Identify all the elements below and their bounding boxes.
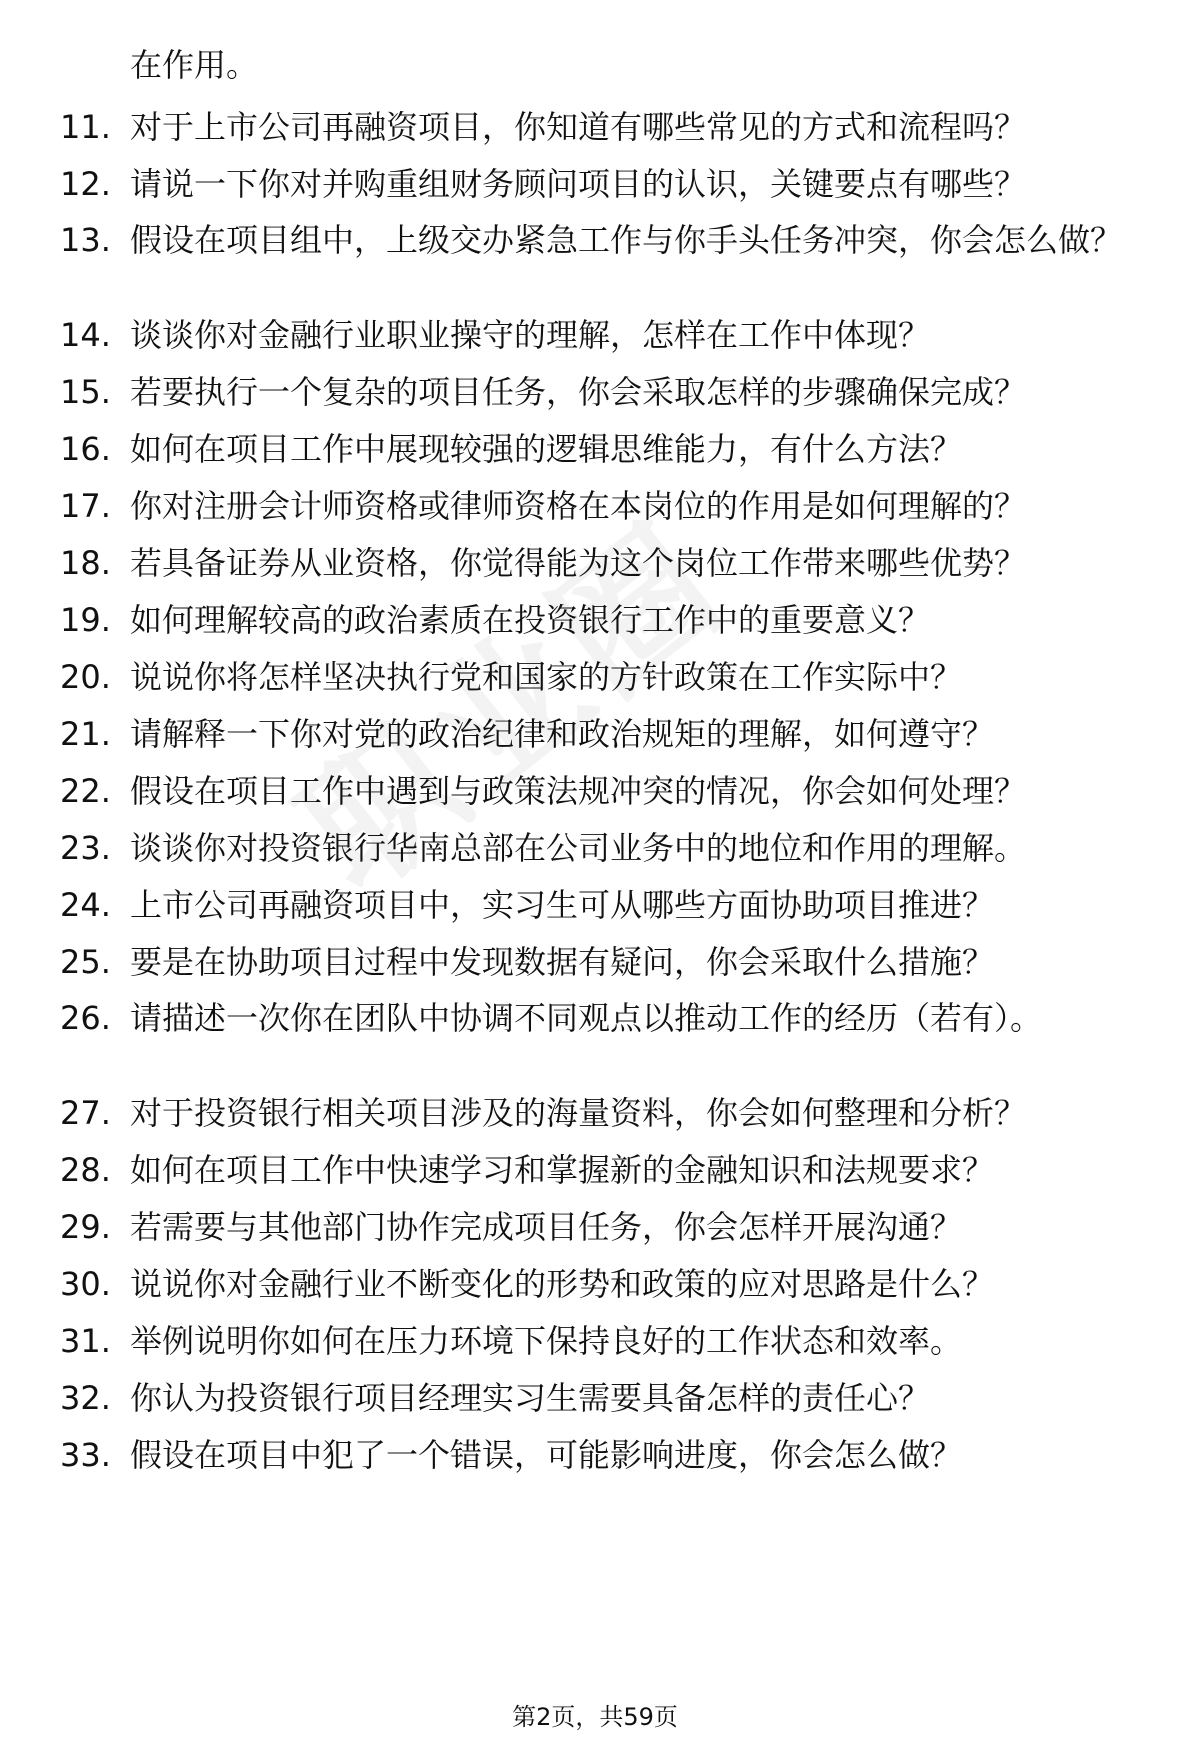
item-number: 24. — [60, 886, 111, 924]
item-number: 30. — [60, 1265, 111, 1303]
item-number: 13. — [60, 221, 111, 259]
item-number: 26. — [60, 999, 111, 1037]
item-text: 假设在项目中犯了一个错误，可能影响进度，你会怎么做？ — [130, 1436, 963, 1474]
item-text: 说说你对金融行业不断变化的形势和政策的应对思路是什么？ — [130, 1265, 995, 1303]
item-number: 31. — [60, 1322, 111, 1360]
continuation-text: 在作用。 — [130, 46, 259, 84]
item-number: 15. — [60, 373, 111, 411]
item-number: 16. — [60, 430, 111, 468]
item-text: 假设在项目组中，上级交办紧急工作与你手头任务冲突，你会怎么做？ — [130, 221, 1123, 259]
item-text: 上市公司再融资项目中，实习生可从哪些方面协助项目推进？ — [130, 886, 995, 924]
item-text: 要是在协助项目过程中发现数据有疑问，你会采取什么措施？ — [130, 943, 995, 981]
item-text: 若具备证券从业资格，你觉得能为这个岗位工作带来哪些优势？ — [130, 544, 1027, 582]
page-footer: 第2页，共59页 — [512, 1703, 678, 1731]
item-number: 11. — [60, 108, 111, 146]
item-text: 对于投资银行相关项目涉及的海量资料，你会如何整理和分析？ — [130, 1094, 1027, 1132]
item-number: 27. — [60, 1094, 111, 1132]
item-text: 假设在项目工作中遇到与政策法规冲突的情况，你会如何处理？ — [130, 772, 1027, 810]
item-text: 如何理解较高的政治素质在投资银行工作中的重要意义？ — [130, 601, 931, 639]
item-number: 23. — [60, 829, 111, 867]
item-text: 你对注册会计师资格或律师资格在本岗位的作用是如何理解的？ — [130, 487, 1027, 525]
item-number: 18. — [60, 544, 111, 582]
item-text: 若要执行一个复杂的项目任务，你会采取怎样的步骤确保完成？ — [130, 373, 1027, 411]
item-text: 对于上市公司再融资项目，你知道有哪些常见的方式和流程吗？ — [130, 108, 1027, 146]
item-text: 谈谈你对金融行业职业操守的理解，怎样在工作中体现？ — [130, 316, 931, 354]
item-number: 33. — [60, 1436, 111, 1474]
item-number: 17. — [60, 487, 111, 525]
item-number: 12. — [60, 165, 111, 203]
item-text: 如何在项目工作中快速学习和掌握新的金融知识和法规要求？ — [130, 1151, 995, 1189]
item-text: 请解释一下你对党的政治纪律和政治规矩的理解，如何遵守？ — [130, 715, 995, 753]
item-text: 你认为投资银行项目经理实习生需要具备怎样的责任心？ — [130, 1379, 931, 1417]
item-text: 说说你将怎样坚决执行党和国家的方针政策在工作实际中？ — [130, 658, 963, 696]
item-number: 32. — [60, 1379, 111, 1417]
item-number: 19. — [60, 601, 111, 639]
item-number: 20. — [60, 658, 111, 696]
item-number: 22. — [60, 772, 111, 810]
item-text: 请描述一次你在团队中协调不同观点以推动工作的经历（若有）。 — [130, 999, 1043, 1037]
item-text: 若需要与其他部门协作完成项目任务，你会怎样开展沟通？ — [130, 1208, 963, 1246]
item-text: 举例说明你如何在压力环境下保持良好的工作状态和效率。 — [130, 1322, 963, 1360]
item-text: 谈谈你对投资银行华南总部在公司业务中的地位和作用的理解。 — [130, 829, 1027, 867]
item-number: 25. — [60, 943, 111, 981]
item-text: 如何在项目工作中展现较强的逻辑思维能力，有什么方法？ — [130, 430, 963, 468]
item-number: 29. — [60, 1208, 111, 1246]
item-number: 14. — [60, 316, 111, 354]
item-number: 28. — [60, 1151, 111, 1189]
item-number: 21. — [60, 715, 111, 753]
item-text: 请说一下你对并购重组财务顾问项目的认识，关键要点有哪些？ — [130, 165, 1027, 203]
